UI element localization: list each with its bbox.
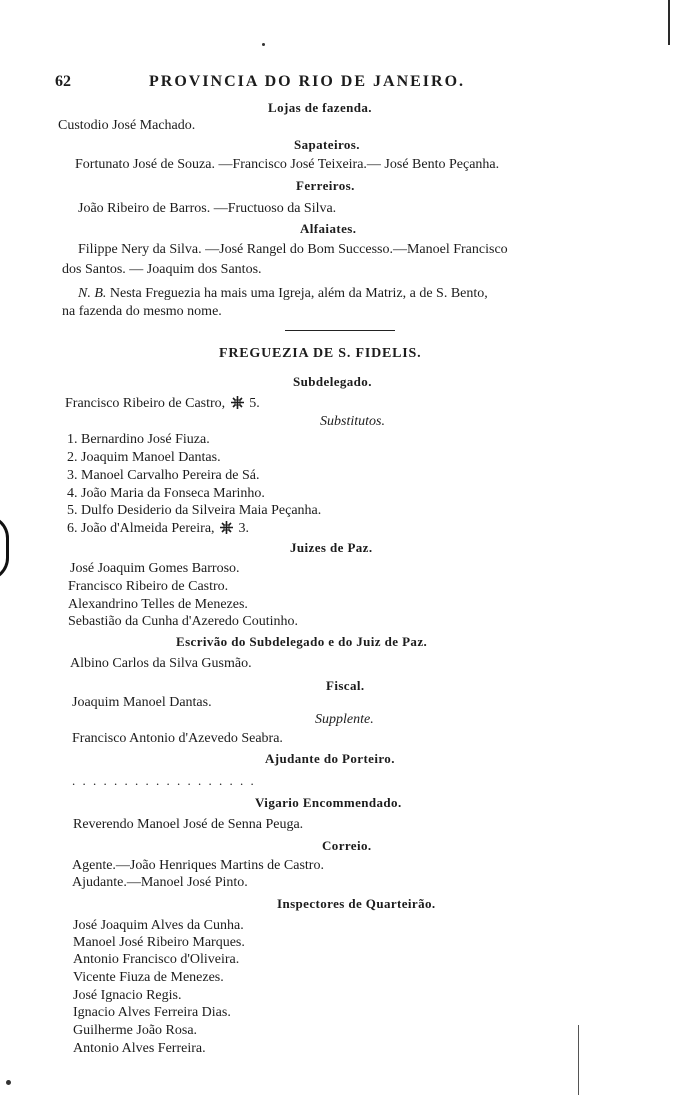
margin-line [668,0,670,45]
placeholder-dots: . . . . . . . . . . . . . . . . . . [72,773,256,788]
section-heading-supplente: Supplente. [315,712,374,727]
margin-line [578,1025,579,1095]
list-item: Guilherme João Rosa. [73,1023,198,1038]
list-item: 4. João Maria da Fonseca Marinho. [67,486,265,501]
text-line: Reverendo Manoel José de Senna Peuga. [73,817,304,832]
section-heading-escrivao: Escrivão do Subdelegado e do Juiz de Paz. [176,634,428,649]
list-item: Antonio Francisco d'Oliveira. [73,952,240,967]
list-item: Alexandrino Telles de Menezes. [68,597,248,612]
list-item: Francisco Ribeiro de Castro. [68,579,229,594]
section-heading-juizes: Juizes de Paz. [290,540,373,555]
section-heading-lojas: Lojas de fazenda. [268,100,372,115]
running-header [55,73,635,95]
list-item-number: 3. [238,521,250,536]
text-line: Fortunato José de Souza. —Francisco José Teixeira.— José Bento Peçanha. [75,157,500,172]
section-heading-ferreiros: Ferreiros. [296,178,355,193]
list-item: José Ignacio Regis. [73,988,182,1003]
speck [262,43,265,46]
text-line: Francisco Antonio d'Azevedo Seabra. [72,731,283,746]
list-item: José Joaquim Alves da Cunha. [73,918,244,933]
binding-mark [0,515,9,581]
list-item-text: 6. João d'Almeida Pereira, [67,521,215,536]
page-number: 62 [55,73,71,90]
list-item: José Joaquim Gomes Barroso. [70,561,240,576]
note-label: N. B. [78,286,107,301]
text-line: Joaquim Manoel Dantas. [72,695,212,710]
note-text: Nesta Freguezia ha mais uma Igreja, além da Matriz, a de S. Bento, [109,286,488,301]
section-heading-ajudante-porteiro: Ajudante do Porteiro. [265,751,395,766]
section-divider [285,330,395,331]
text-line: Albino Carlos da Silva Gusmão. [70,656,252,671]
section-heading-alfaiates: Alfaiates. [300,221,357,236]
section-heading-vigario: Vigario Encommendado. [255,795,402,810]
section-heading-inspectores: Inspectores de Quarteirão. [277,896,436,911]
list-item: Antonio Alves Ferreira. [73,1041,206,1056]
text-line: Filippe Nery da Silva. —José Rangel do Bom Successo.—Manoel Francisco [78,242,508,257]
section-heading-sapateiros: Sapateiros. [294,137,360,152]
list-item: Ignacio Alves Ferreira Dias. [73,1005,231,1020]
running-title: PROVINCIA DO RIO DE JANEIRO. [149,73,466,90]
note-line: na fazenda do mesmo nome. [62,304,222,319]
speck [6,1080,11,1085]
list-item: 1. Bernardino José Fiuza. [67,432,210,447]
section-heading-subdelegado: Subdelegado. [293,374,372,389]
list-item: 2. Joaquim Manoel Dantas. [67,450,221,465]
order-cross-icon [220,521,233,534]
text-line: Ajudante.—Manoel José Pinto. [72,875,248,890]
text-line: Custodio José Machado. [58,118,196,133]
subdelegado-name: Francisco Ribeiro de Castro, [65,396,226,411]
text-line: Agente.—João Henriques Martins de Castro. [72,858,324,873]
note-line [78,286,488,302]
order-cross-icon [231,396,244,409]
parish-title: FREGUEZIA DE S. FIDELIS. [219,346,422,361]
text-line: dos Santos. — Joaquim dos Santos. [62,262,262,277]
list-item: 3. Manoel Carvalho Pereira de Sá. [67,468,260,483]
list-item: Sebastião da Cunha d'Azeredo Coutinho. [68,614,298,629]
list-item: Manoel José Ribeiro Marques. [73,935,245,950]
section-heading-substitutos: Substitutos. [320,414,385,429]
list-item [67,521,249,537]
section-heading-correio: Correio. [322,838,372,853]
list-item: 5. Dulfo Desiderio da Silveira Maia Peçanha. [67,503,322,518]
text-line: João Ribeiro de Barros. —Fructuoso da Silva. [78,201,337,216]
section-heading-fiscal: Fiscal. [326,678,365,693]
list-item: Vicente Fiuza de Menezes. [73,970,224,985]
subdelegado-number: 5. [249,396,260,411]
text-line [65,396,260,412]
